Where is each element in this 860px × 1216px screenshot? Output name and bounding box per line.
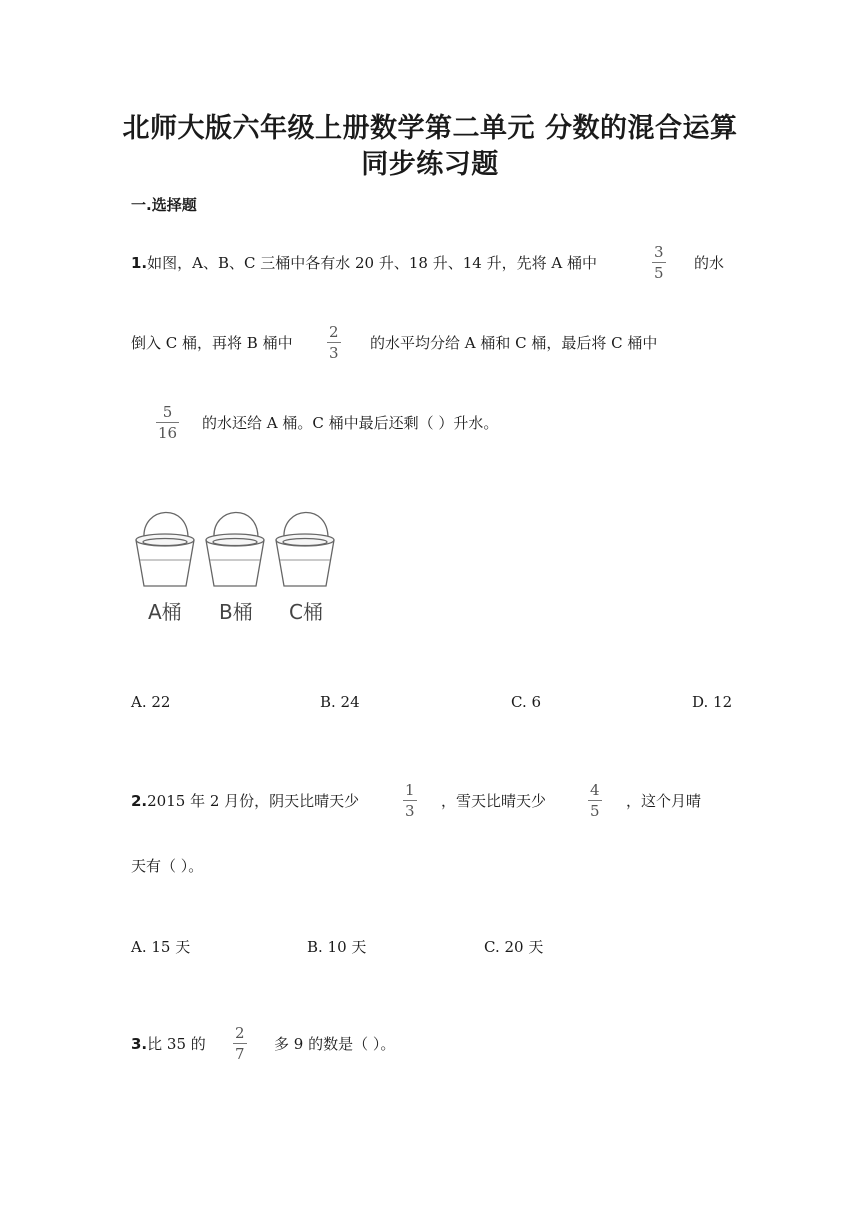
- fraction-numerator: 1: [405, 781, 415, 799]
- q1-option-d[interactable]: D. 12: [692, 693, 733, 711]
- q2-option-c[interactable]: C. 20 天: [484, 938, 544, 956]
- section-heading: 一.选择题: [131, 196, 197, 214]
- fraction-denominator: 16: [158, 424, 178, 442]
- q1-fraction-1: [652, 245, 666, 281]
- bucket-a-icon: [136, 512, 194, 586]
- fraction-denominator: 5: [590, 802, 600, 820]
- bucket-b-icon: [206, 512, 264, 586]
- q1-fraction-2: [327, 325, 341, 361]
- q3-number: 3.: [131, 1035, 148, 1053]
- fraction-numerator: 2: [235, 1024, 245, 1042]
- q2-option-a[interactable]: A. 15 天: [131, 938, 191, 956]
- page-title: 北师大版六年级上册数学第二单元 分数的混合运算: [122, 113, 738, 144]
- q2-text-c: ，这个月晴: [626, 792, 702, 810]
- q1-text-line3: 的水还给 A 桶。C 桶中最后还剩（ ）升水。: [202, 414, 499, 432]
- bucket-c-icon: [276, 512, 334, 586]
- q1-text-line2b: 的水平均分给 A 桶和 C 桶，最后将 C 桶中: [370, 334, 658, 352]
- q1-option-b[interactable]: B. 24: [320, 693, 360, 711]
- q1-text-b: 的水: [694, 254, 725, 272]
- q3-text-b: 多 9 的数是（ ）。: [274, 1035, 396, 1053]
- q1-option-c[interactable]: C. 6: [511, 693, 542, 711]
- fraction-denominator: 3: [405, 802, 415, 820]
- q2-line1: [131, 790, 359, 811]
- q2-option-b[interactable]: B. 10 天: [307, 938, 367, 956]
- fraction-numerator: 4: [590, 781, 600, 799]
- bucket-label-b: B桶: [219, 600, 253, 624]
- q2-text-b: ，雪天比晴天少: [441, 792, 547, 810]
- q2-text-line2: 天有（ ）。: [131, 857, 204, 875]
- q1-text-line2a: 倒入 C 桶，再将 B 桶中: [131, 334, 293, 352]
- page-subtitle: 同步练习题: [361, 149, 499, 180]
- bucket-label-a: A桶: [148, 600, 182, 624]
- q1-number: 1.: [131, 254, 148, 272]
- fraction-denominator: 7: [235, 1045, 245, 1063]
- fraction-numerator: 2: [329, 323, 339, 341]
- fraction-denominator: 3: [329, 344, 339, 362]
- q3-line1: [131, 1033, 206, 1054]
- q2-fraction-2: [588, 783, 602, 819]
- q1-option-a[interactable]: A. 22: [131, 693, 171, 711]
- q3-text-a: 比 35 的: [147, 1035, 206, 1053]
- q1-text-a: 如图，A、B、C 三桶中各有水 20 升、18 升、14 升，先将 A 桶中: [147, 254, 597, 272]
- fraction-numerator: 3: [654, 243, 664, 261]
- q2-number: 2.: [131, 792, 148, 810]
- fraction-denominator: 5: [654, 264, 664, 282]
- q1-fraction-3: [156, 405, 179, 441]
- q2-fraction-1: [403, 783, 417, 819]
- q1-line1: [131, 252, 597, 273]
- q2-text-a: 2015 年 2 月份，阴天比晴天少: [147, 792, 360, 810]
- fraction-numerator: 5: [162, 403, 173, 421]
- q3-fraction-1: [233, 1026, 247, 1062]
- bucket-label-c: C桶: [289, 600, 323, 624]
- buckets-figure: [130, 498, 340, 590]
